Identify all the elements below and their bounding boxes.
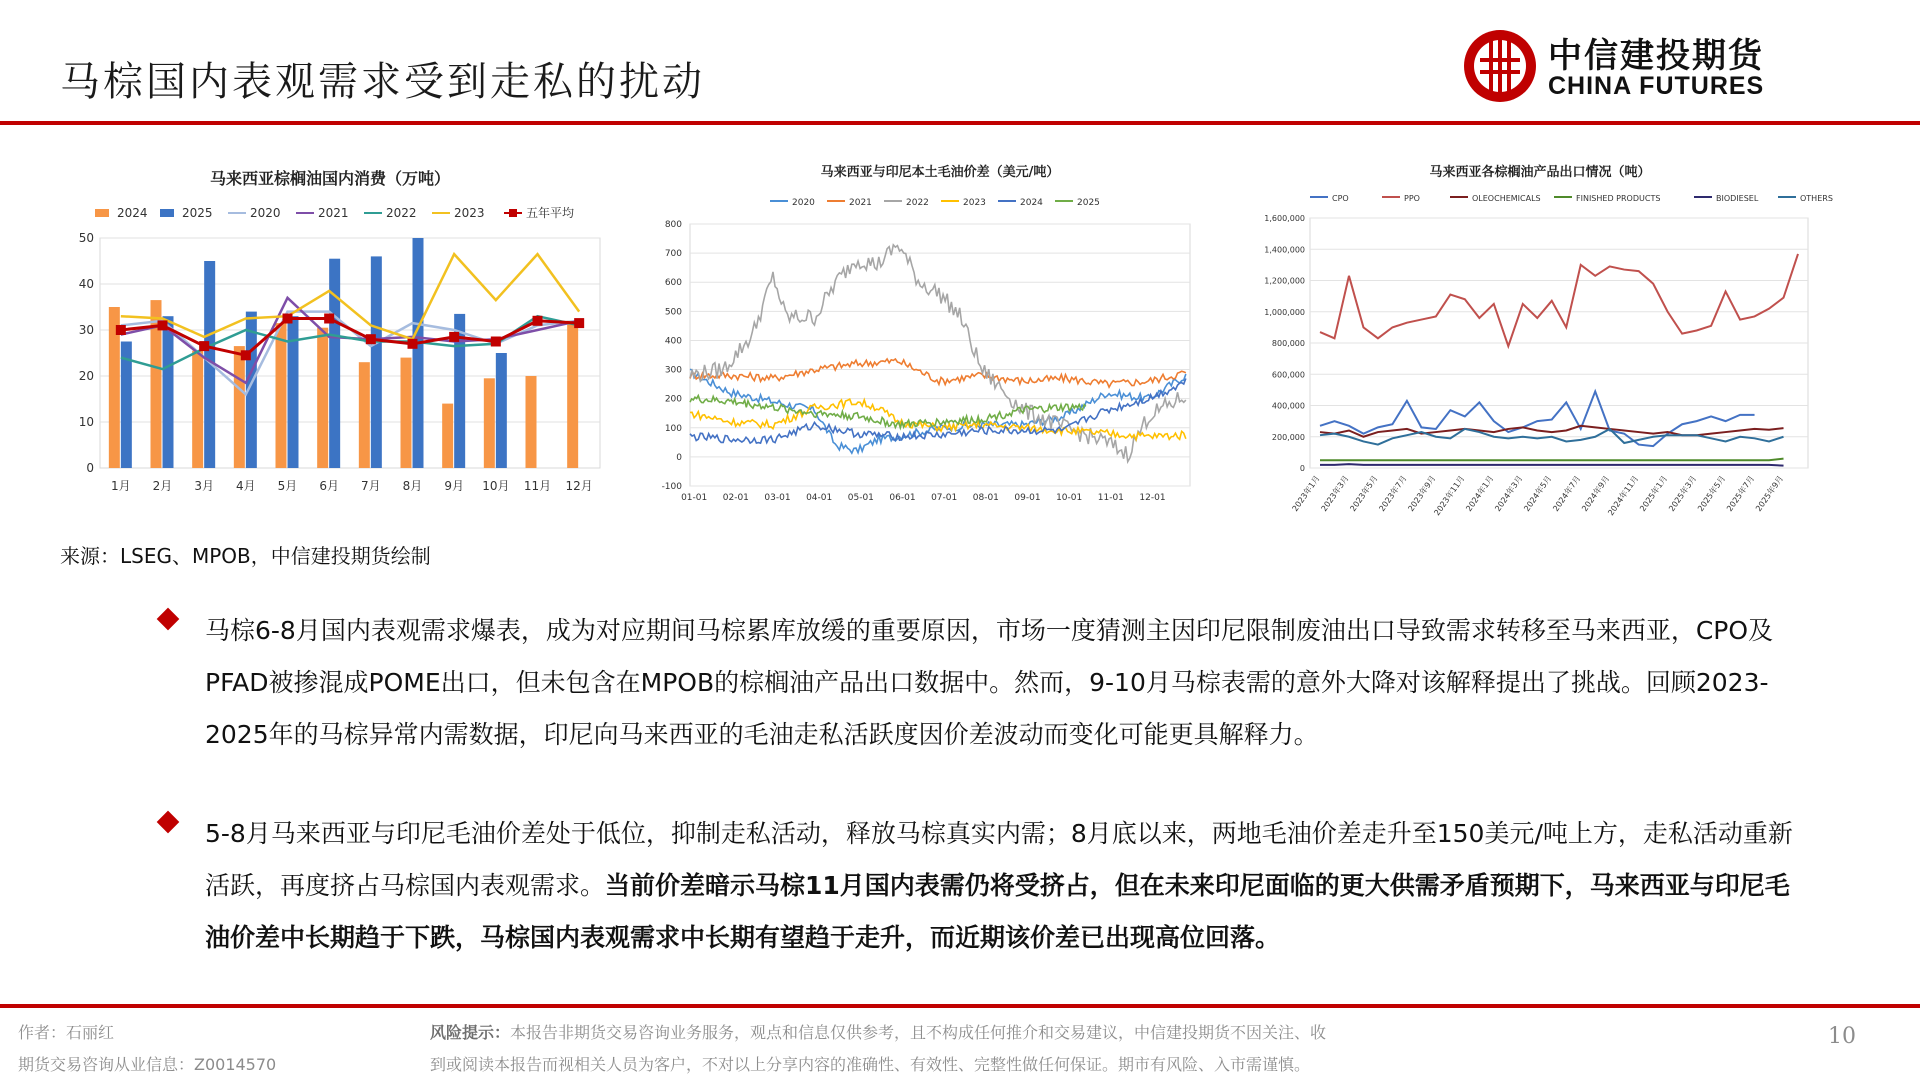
bullet-text-normal: 5-8月马来西亚与印尼毛油价差处于低位，抑制走私活动，释放马棕真实内需；8月底以来，两地毛油价差走升至150美元/吨上方，走私活动重新活跃，再度挤占马棕国内表观需求。 — [205, 819, 1793, 900]
y-tick-label: 40 — [78, 277, 94, 291]
y-tick-label: 400 — [664, 336, 682, 347]
chart-title: 马来西亚与印尼本土毛油价差（美元/吨） — [820, 165, 1060, 180]
x-tick-label: 12-01 — [1139, 493, 1166, 503]
x-tick-label: 02-01 — [722, 493, 749, 503]
risk-disclaimer-line-2: 到或阅读本报告而视相关人员为客户，不对以上分享内容的准确性、有效性、完整性做任何保证。期市有风险、入市需谨慎。 — [430, 1055, 1311, 1074]
y-tick-label: 200,000 — [1271, 432, 1305, 442]
diamond-bullet-icon — [157, 811, 180, 834]
legend-label: 2020 — [250, 206, 281, 220]
y-tick-label: 200 — [664, 394, 682, 405]
x-tick-label: 2023年9月 — [1406, 473, 1438, 514]
x-tick-label: 2023年5月 — [1348, 473, 1380, 514]
data-point — [283, 314, 293, 324]
bullet-text-bold: 当前价差暗示马棕11月国内表需仍将受挤占，但在未来印尼面临的更大供需矛盾预期下，马来西亚与印尼毛油价差中长期趋于下跌，马棕国内表观需求中长期有望趋于走升，而近期该价差已出现高位回落。 — [205, 871, 1790, 952]
y-tick-label: 300 — [664, 365, 682, 376]
diamond-bullet-icon — [157, 608, 180, 631]
bar-2025 — [413, 238, 424, 468]
data-point — [533, 316, 543, 326]
bar-2025 — [329, 259, 340, 468]
series-line-2022 — [121, 316, 579, 369]
x-tick-label: 12月 — [565, 479, 593, 493]
y-tick-label: 1,200,000 — [1264, 276, 1305, 286]
legend-swatch — [95, 209, 109, 217]
x-tick-label: 01-01 — [681, 493, 708, 503]
x-tick-label: 11-01 — [1097, 493, 1124, 503]
logo-chinese-text: 中信建投期货 — [1548, 36, 1764, 76]
x-tick-label: 07-01 — [931, 493, 958, 503]
bullet-point-1 — [160, 605, 1810, 761]
series-line-2021 — [690, 359, 1186, 387]
x-tick-label: 8月 — [402, 479, 423, 493]
bar-2024 — [276, 323, 287, 468]
export-chart-svg — [1240, 158, 1833, 528]
x-tick-label: 3月 — [194, 479, 214, 493]
legend-label: 2024 — [1020, 198, 1043, 208]
x-tick-label: 10月 — [482, 479, 510, 493]
x-tick-label: 09-01 — [1014, 493, 1041, 503]
legend-label: 2021 — [849, 198, 872, 208]
footer-divider — [0, 1004, 1920, 1008]
bullet-text — [205, 605, 1810, 761]
series-line-2023 — [121, 254, 579, 339]
x-tick-label: 2024年1月 — [1464, 473, 1496, 514]
y-tick-label: 700 — [664, 249, 682, 260]
bar-2025 — [371, 256, 382, 468]
consumption-bar-chart — [80, 158, 610, 508]
bar-2025 — [496, 353, 507, 468]
bar-2024 — [567, 321, 578, 468]
x-tick-label: 2023年11月 — [1432, 473, 1467, 518]
x-tick-label: 6月 — [319, 479, 339, 493]
license-info: 期货交易咨询从业信息：Z0014570 — [18, 1055, 277, 1074]
x-tick-label: 2024年9月 — [1580, 473, 1612, 514]
bar-2025 — [163, 316, 174, 468]
y-tick-label: 10 — [78, 415, 94, 429]
price-spread-chart-svg — [650, 158, 1200, 508]
x-tick-label: 2月 — [152, 479, 173, 493]
x-tick-label: 08-01 — [972, 493, 999, 503]
y-tick-label: 100 — [664, 423, 682, 434]
plot-border — [690, 224, 1190, 486]
export-line-chart — [1240, 158, 1833, 528]
y-tick-label: 400,000 — [1271, 401, 1305, 411]
y-tick-label: 1,000,000 — [1264, 307, 1305, 317]
x-tick-label: 2024年7月 — [1551, 473, 1583, 514]
x-tick-label: 2024年11月 — [1606, 473, 1641, 518]
x-tick-label: 2023年7月 — [1377, 473, 1409, 514]
bullet-text — [205, 808, 1810, 964]
bar-2024 — [192, 351, 203, 468]
risk-text-1: 本报告非期货交易咨询业务服务，观点和信息仅供参考，且不构成任何推介和交易建议，中信建投期货不因关注、收 — [510, 1023, 1327, 1042]
legend-label: FINISHED PRODUCTS — [1576, 194, 1661, 203]
page-number: 10 — [1828, 1024, 1856, 1049]
header-divider — [0, 121, 1920, 125]
data-point — [116, 325, 126, 335]
x-tick-label: 03-01 — [764, 493, 791, 503]
legend-label: BIODIESEL — [1716, 194, 1759, 203]
company-logo — [1462, 22, 1932, 102]
series-line-BIODIESEL — [1320, 464, 1784, 466]
x-tick-label: 1月 — [111, 479, 131, 493]
x-tick-label: 5月 — [277, 479, 298, 493]
bar-2024 — [234, 346, 245, 468]
data-point — [158, 320, 168, 330]
x-tick-label: 4月 — [236, 479, 256, 493]
legend-label: 2024 — [117, 206, 148, 220]
x-tick-label: 06-01 — [889, 493, 916, 503]
bar-2024 — [401, 358, 412, 468]
y-tick-label: 50 — [78, 231, 94, 245]
y-tick-label: -100 — [661, 482, 682, 492]
legend-label: 2020 — [792, 198, 815, 208]
chart-title: 马来西亚棕榈油国内消费（万吨） — [209, 169, 451, 188]
x-tick-label: 05-01 — [847, 493, 874, 503]
x-tick-label: 2025年3月 — [1667, 473, 1699, 514]
author: 作者：石丽红 — [18, 1023, 115, 1042]
series-line-OLEOCHEMICALS — [1320, 426, 1784, 437]
legend-marker — [509, 209, 517, 217]
data-point — [449, 332, 459, 342]
y-tick-label: 0 — [86, 461, 94, 475]
legend-label: OTHERS — [1800, 194, 1833, 203]
x-tick-label: 11月 — [523, 479, 552, 493]
x-tick-label: 2025年7月 — [1725, 473, 1757, 514]
y-tick-label: 600 — [664, 278, 682, 289]
x-tick-label: 2023年1月 — [1290, 473, 1322, 514]
x-tick-label: 2024年5月 — [1522, 473, 1554, 514]
legend-label: 2025 — [1077, 198, 1100, 208]
legend-label: 五年平均 — [526, 206, 575, 220]
bullet-text-normal: 马棕6-8月国内表观需求爆表，成为对应期间马棕累库放缓的重要原因，市场一度猜测主因印尼限制废油出口导致需求转移至马来西亚，CPO及PFAD被掺混成POME出口，但未包含在MPOB的棕榈油产品出口数据中。然而，9-10月马棕表需的意外大降对该解释提出了挑战。回顾2023-2025年的马棕异常内需数据，印尼向马来西亚的毛油走私活跃度因价差波动而变化可能更具解释力。 — [205, 616, 1774, 749]
legend-label: 2025 — [182, 206, 213, 220]
data-point — [408, 339, 418, 349]
x-tick-label: 2024年3月 — [1493, 473, 1525, 514]
series-line-FINISHED PRODUCTS — [1320, 459, 1784, 461]
legend-label: 2022 — [906, 198, 929, 208]
x-tick-label: 2023年3月 — [1319, 473, 1351, 514]
series-line-2020 — [121, 312, 579, 395]
bar-2024 — [484, 378, 495, 468]
y-tick-label: 1,400,000 — [1264, 245, 1305, 255]
legend-label: 2023 — [454, 206, 485, 220]
y-tick-label: 600,000 — [1271, 370, 1305, 380]
data-point — [491, 337, 501, 347]
series-line-PPO — [1320, 254, 1798, 346]
legend-label: 2022 — [386, 206, 417, 220]
data-point — [324, 314, 334, 324]
plot-border — [100, 238, 600, 468]
y-tick-label: 800 — [664, 220, 682, 230]
legend-label: CPO — [1332, 194, 1349, 203]
bar-2024 — [359, 362, 370, 468]
page-title: 马棕国内表观需求受到走私的扰动 — [60, 59, 705, 105]
risk-disclaimer-line-1 — [430, 1020, 1326, 1043]
price-spread-line-chart — [650, 158, 1200, 508]
data-point — [574, 318, 584, 328]
data-point — [199, 341, 209, 351]
x-tick-label: 2025年9月 — [1754, 473, 1786, 514]
y-tick-label: 1,600,000 — [1264, 214, 1305, 223]
data-point — [366, 334, 376, 344]
x-tick-label: 9月 — [444, 479, 464, 493]
legend-label: PPO — [1404, 194, 1420, 203]
source-note: 来源：LSEG、MPOB，中信建投期货绘制 — [60, 544, 431, 568]
x-tick-label: 04-01 — [806, 493, 833, 503]
citic-logo-icon — [1462, 28, 1538, 104]
bar-2024 — [526, 376, 537, 468]
legend-label: 2021 — [318, 206, 349, 220]
legend-label: 2023 — [963, 198, 986, 208]
risk-label: 风险提示： — [430, 1023, 511, 1042]
x-tick-label: 2025年1月 — [1638, 473, 1670, 514]
bar-2024 — [317, 328, 328, 468]
consumption-chart-svg — [80, 158, 610, 508]
x-tick-label: 2025年5月 — [1696, 473, 1728, 514]
x-tick-label: 7月 — [361, 479, 381, 493]
logo-english-text: CHINA FUTURES — [1548, 72, 1765, 100]
y-tick-label: 20 — [78, 369, 94, 383]
x-tick-label: 10-01 — [1056, 493, 1083, 503]
chart-title: 马来西亚各棕榈油产品出口情况（吨） — [1429, 165, 1651, 180]
y-tick-label: 30 — [78, 323, 94, 337]
y-tick-label: 800,000 — [1271, 339, 1305, 348]
legend-label: OLEOCHEMICALS — [1472, 194, 1541, 203]
data-point — [241, 350, 251, 360]
legend-swatch — [160, 209, 174, 217]
bar-2024 — [442, 404, 453, 468]
y-tick-label: 0 — [1299, 464, 1305, 473]
bullet-point-2 — [160, 808, 1810, 964]
y-tick-label: 0 — [676, 452, 682, 463]
y-tick-label: 500 — [664, 307, 682, 318]
